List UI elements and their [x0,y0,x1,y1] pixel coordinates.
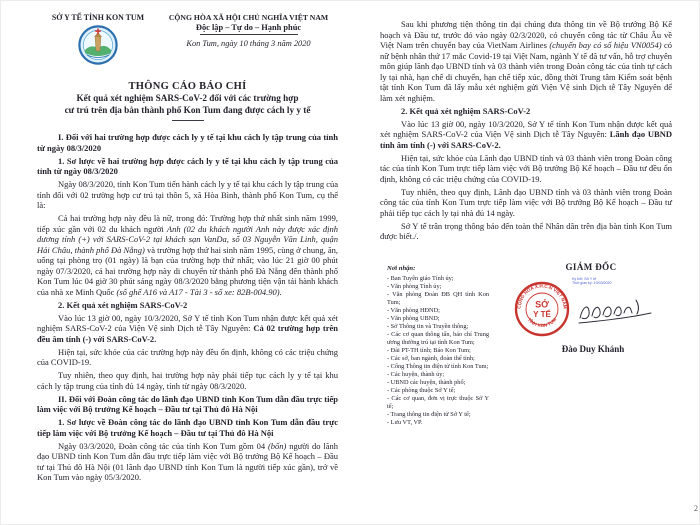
text-run: Ngày 08/3/2020, tỉnh Kon Tum tiến hành cách ly y tế tại khu cách ly tập trung của tỉnh đối với 02 trường hợp cư trú tại thôn 5, xã Hòa Bình, thành phố Kon Tum, cụ thể là: [37,179,338,210]
text-run: (bốn) [267,440,287,451]
text-run: Vào lúc 13 giờ 00, ngày 10/3/2020, Sở Y tế tỉnh Kon Tum nhận được kết quả xét nghiệm SARS-CoV-2 của Viện Vệ sinh Dịch tễ Tây Nguyên: [380,118,672,139]
handwritten-signature [576,296,654,332]
section-i-2-heading [37,300,338,311]
stamp-center-line1: SỞ [535,299,549,310]
text-run: Tuy nhiên, theo quy định, Lãnh đạo UBND tỉnh và 03 thành viên trong Đoàn công tác của tỉnh Kon Tum trực tiếp làm việc với Bộ trưởng Bộ Kế hoạch – Đầu tư phải tiếp tục cách ly tại nhà đủ 14 ngày. [380,186,672,218]
text-run: Cả 02 trường hợp trên đều âm tính (-) với SARS-CoV-2. [37,323,338,344]
recipients-list [387,275,489,427]
text-run: Cả hai trường hợp này đều là nữ, trong đó: Trường hợp thứ nhất sinh năm 1999, tiếp xúc gần với 02 du khách người [37,213,338,234]
digital-signature-info [572,277,638,285]
director-title: GIÁM ĐỐC [565,262,617,272]
page-2 [350,0,700,525]
document-subtitle-line1: Kết quả xét nghiệm SARS-CoV-2 đối với các trường hợp [76,93,299,103]
recipient-item: - Các cơ quan, đơn vị trực thuộc Sở Y tế; [387,395,489,410]
text-run: I. Đối với hai trường hợp được cách ly y tế tại khu cách ly tập trung của tỉnh từ ngày 08/3/2020 [37,132,338,153]
text-run: 2. Kết quả xét nghiệm SARS-CoV-2 [58,299,188,310]
paragraph [37,347,338,368]
text-run: II. Đối với Đoàn công tác do lãnh đạo UBND tỉnh Kon Tum dẫn đầu trực tiếp làm việc với Bộ trưởng Kế hoạch – Đầu tư tại Thủ đô Hà Nội [37,393,338,414]
dateline: Kon Tum, ngày 10 tháng 3 năm 2020 [186,39,311,48]
national-motto: Độc lập – Tự do – Hạnh phúc [195,23,302,32]
health-department-seal-icon [78,25,118,65]
recipient-item: - Văn phòng HĐND; [387,307,440,314]
paragraph [37,213,338,297]
stamp-center-line2: Y TẾ [533,310,551,319]
section-ii-2-heading [380,106,672,117]
recipients-label: Nơi nhận: [387,265,416,272]
text-run: Sở Y tế trân trọng thông báo đến toàn thể Nhân dân trên địa bàn tỉnh Kon Tum được biết./. [380,220,672,241]
text-run: 1. Sơ lược về hai trường hợp được cách ly y tế tại khu cách ly tập trung của tỉnh từ ngày 08/3/2020 [37,155,338,176]
text-run: Sau khi phương tiện thông tin đại chúng đưa thông tin về Bộ trưởng Bộ Kế hoạch và Đầu tư, trước đó vào ngày 02/3/2020, có chuyến công tác từ Châu Âu về Việt Nam trên chuyến bay của VietNam Airlines [380,19,672,50]
page1-body [37,132,338,483]
signature-footer [380,256,698,513]
stamp-ring-top-text: CỘNG HÒA X.H.C.N VIỆT NAM [516,283,568,309]
closing-paragraph [380,221,672,242]
paragraph [380,119,672,151]
recipient-item: - Lưu VT, VP. [387,419,423,426]
page2-body [380,19,672,242]
text-run: người do lãnh đạo UBND tỉnh Kon Tum dẫn đầu trực tiếp làm việc với Bộ trưởng Bộ Kế hoạch – Đầu tư tại Thủ đô Hà Nội (01 lãnh đạo UBND tỉnh Kon Tum là người tiếp xúc gần), trở về Kon Tum vào ngày 05/3/2020. [37,440,338,482]
section-i-1-heading [37,156,338,177]
page-number: 2 [694,504,698,513]
issuing-org-name: SỞ Y TẾ TỈNH KON TUM [51,13,145,22]
text-run: 2. Kết quả xét nghiệm SARS-CoV-2 [401,105,531,116]
paragraph [37,441,338,483]
national-title: CỘNG HÒA XÃ HỘI CHỦ NGHĨA VIỆT NAM [168,13,329,22]
recipient-item: - Các cơ quan thông tấn, báo chí Trung ương thường trú tại tỉnh Kon Tum; [387,331,489,346]
text-run: (số ghế A16 và A17 - Tài 3 - số xe: 82B-004.90). [116,286,282,297]
recipient-item: - Các sở, ban ngành, đoàn thể tỉnh; [387,355,475,362]
recipient-item: - Văn phòng Tỉnh ủy; [387,283,442,290]
section-ii-heading [37,394,338,415]
text-run: Anh (02 du khách người Anh này được xác định dương tính (+) với SARS-CoV-2 tại khách sạn VanDa, số 03 Nguyễn Văn Linh, quận Hải Châu, thành phố Đà Nẵng) [37,223,338,255]
text-run: có nữ bệnh nhân thứ 17 mắc Covid-19 tại Việt Nam, ngành Y tế đã tư vấn, hỗ trợ chuyên môn giúp lãnh đạo UBND tỉnh và 03 thành viên trong Đoàn công tác của tỉnh tự cách ly tại nhà, hạn chế di chuyển, hạn chế tiếp xúc, đồng thời Trung tâm Kiểm soát bệnh tật tỉnh Kon Tum đã lấy mẫu xét nghiệm gửi Viện Vệ sinh Dịch tễ Tây Nguyên để làm xét nghiệm. [380,40,672,103]
paragraph [37,179,338,211]
document-subtitle-line2: cư trú trên địa bàn thành phố Kon Tum đang được cách ly y tế [64,104,311,115]
text-run: 1. Sơ lược về Đoàn công tác do lãnh đạo UBND tỉnh Kon Tum dẫn đầu trực tiếp làm việc với Bộ trưởng Kế hoạch – Đầu tư tại Thủ đô Hà Nội [37,417,338,438]
title-divider [172,120,204,121]
text-run: Tuy nhiên, theo quy định, hai trường hợp này phải tiếp tục cách ly y tế tại khu cách ly tập trung của tỉnh đủ 14 ngày, tính từ ngày 08/3/2020. [37,370,338,391]
recipient-item: - Ban Tuyên giáo Tỉnh ủy; [387,275,454,282]
paragraph [380,19,672,103]
title-block [37,80,338,121]
recipient-item: - Các huyện, thành ủy; [387,371,445,378]
paragraph [380,187,672,219]
text-run: Ngày 03/3/2020, Đoàn công tác của tỉnh Kon Tum gồm 04 [58,440,268,451]
paragraph [380,153,672,185]
page1-header [37,13,338,70]
recipient-item: - Cổng Thông tin điện tử tỉnh Kon Tum; [387,363,489,370]
recipient-item: - Văn phòng UBND; [387,315,440,322]
esign-line2: Thời gian ký: 10/03/2020 [572,281,612,285]
text-run: Hiện tại, sức khỏe của các trường hợp này đều ổn định, không có các triệu chứng của COVID-19. [37,346,338,367]
recipient-item: - Trang thông tin điện tử Sở Y tế; [387,411,471,418]
issuing-org-block [37,13,159,70]
esign-line1: Ký bởi: Sở Y tế [572,277,597,281]
recipient-item: - Các phòng thuộc Sở Y tế; [387,387,456,394]
national-header-block [159,13,338,70]
paragraph [37,313,338,345]
stamp-ring-bottom-text: TỈNH KON TUM [526,317,558,329]
signer-name: Đào Duy Khánh [561,344,625,354]
recipient-item: - Sở Thông tin và Truyền thông; [387,323,469,330]
motto-divider [200,34,298,35]
recipient-item: - Đài PT-TH tỉnh; Báo Kon Tum; [387,347,471,354]
text-run: và trường hợp thứ hai sinh năm 1995, cùng ở chung, ăn, uống tại phòng trọ (01 ngày) là bạn của trường hợp thứ nhất; vào lúc 21 giờ 00 phút ngày 07/3/2020, cả hai trường hợp này di chuyển từ thành phố Đà Nẵng đến thành phố Kon Tum lúc 04 giờ 30 phút sáng ngày 08/3/2020 bằng phương tiện vận tải hành khách của nhà xe Minh Quốc [37,244,339,297]
text-run: Lãnh đạo UBND tỉnh âm tính (-) với SARS-CoV-2. [380,129,673,150]
recipient-item: - UBND các huyện, thành phố; [387,379,466,386]
text-run: Vào lúc 13 giờ 00, ngày 10/3/2020, Sở Y tế tỉnh Kon Tum nhận được kết quả xét nghiệm SARS-CoV-2 của Viện Vệ sinh Dịch tễ Tây Nguyên: [37,312,338,333]
section-i-heading [37,132,338,153]
paragraph [37,370,338,391]
document-title: THÔNG CÁO BÁO CHÍ [128,81,247,92]
section-ii-1-heading [37,417,338,438]
official-red-stamp [513,280,571,338]
text-run: Hiện tại, sức khỏe của Lãnh đạo UBND tỉnh và 03 thành viên trong Đoàn công tác của tỉnh Kon Tum trực tiếp làm việc với Bộ trưởng Bộ Kế hoạch – Đầu tư đều ổn định, không có các triệu chứng của COVID-19. [380,152,672,184]
recipient-item: - Văn phòng Đoàn ĐB QH tỉnh Kon Tum; [387,291,489,306]
text-run: (chuyến bay có số hiệu VN0054) [549,40,662,50]
